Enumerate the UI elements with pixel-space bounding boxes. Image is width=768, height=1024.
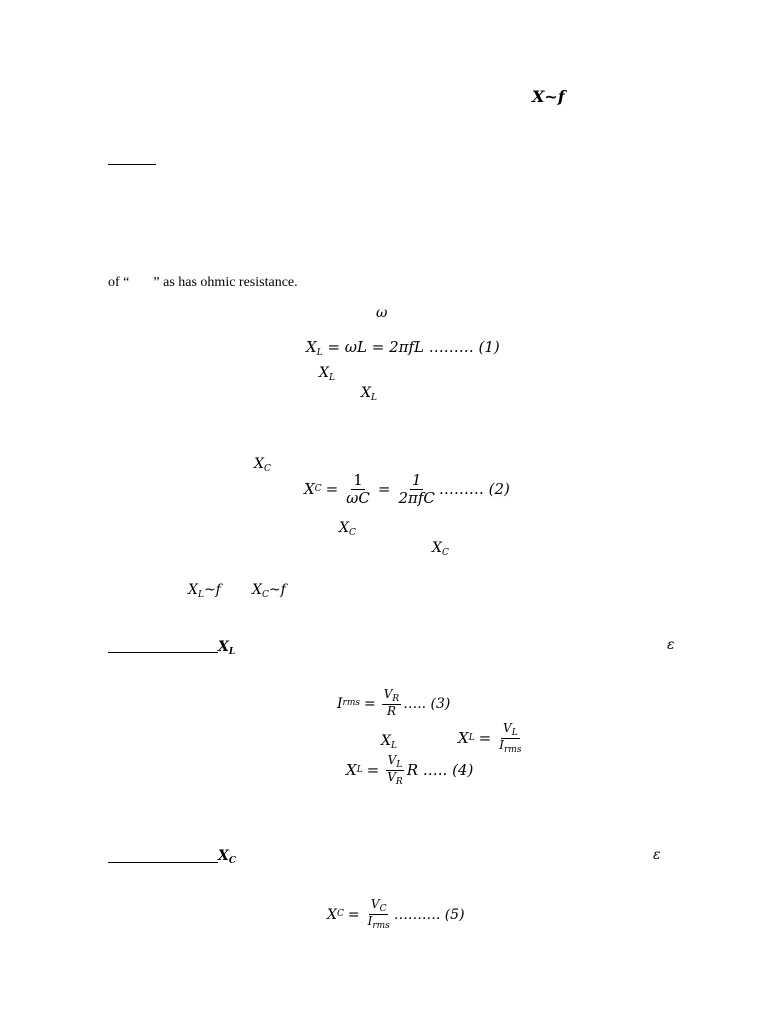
section-xl-rule	[108, 652, 218, 653]
heading-underline	[108, 164, 156, 165]
fraction-vr-over-r: $\frac{V_R}{R}$	[383, 687, 400, 719]
xl-symbol-1: $X_L$	[319, 365, 335, 383]
epsilon-symbol-2: ε	[653, 847, 661, 863]
intro-prefix: of “	[108, 275, 130, 290]
fraction-1-over-2pifc: $\frac{1}{\text{2πfC}}$	[398, 471, 435, 508]
title-text: X~f	[532, 87, 565, 106]
xl-symbol-3: $X_L$	[381, 733, 397, 751]
fraction-vc-over-irms: $\frac{V_C}{I_{rms}}$	[367, 897, 390, 932]
fraction-vl-over-irms: $\frac{V_L}{I_{rms}}$	[499, 721, 522, 756]
section-xl-heading: $X_L$	[218, 639, 236, 657]
equation-xl-vl-irms: X L = $\frac{V_L}{I_{rms}}$	[458, 721, 522, 756]
xc-symbol-3: $X_C$	[432, 540, 449, 558]
section-xc-heading: $X_C$	[218, 848, 237, 866]
xc-symbol-1: $X_C$	[254, 456, 271, 474]
section-xc-rule	[108, 862, 218, 863]
intro-suffix: ” as has ohmic resistance.	[153, 275, 298, 290]
fraction-vl-over-vr: $\frac{V_L}{V_R}$	[387, 753, 403, 788]
xc-proportional-f: $X_C\sim f$	[252, 582, 286, 600]
equation-4: X L = $\frac{V_L}{V_R}$ R ….. (4)	[346, 753, 474, 788]
equation-3: I rms = $\frac{V_R}{R}$ ….. (3)	[337, 687, 451, 719]
equation-1: $X_L = \omega L = 2\pi fL$ ……… (1)	[306, 338, 500, 358]
xc-symbol-2: $X_C$	[339, 520, 356, 538]
equation-2: X C = $\frac{1}{\omega C}$ = $\frac{1}{\text{2πfC}}$ ……… (2)	[304, 471, 510, 508]
omega-symbol: ω	[376, 305, 388, 321]
equation-5: X C = $\frac{V_C}{I_{rms}}$ ………. (5)	[327, 897, 465, 932]
intro-line	[108, 276, 298, 290]
page-title	[532, 89, 565, 105]
epsilon-symbol-1: ε	[667, 637, 675, 653]
xl-symbol-2: $X_L$	[361, 385, 377, 403]
fraction-1-over-omega-c: $\frac{1}{\omega C}$	[346, 471, 370, 508]
xl-proportional-f: $X_L\sim f$	[188, 582, 221, 600]
